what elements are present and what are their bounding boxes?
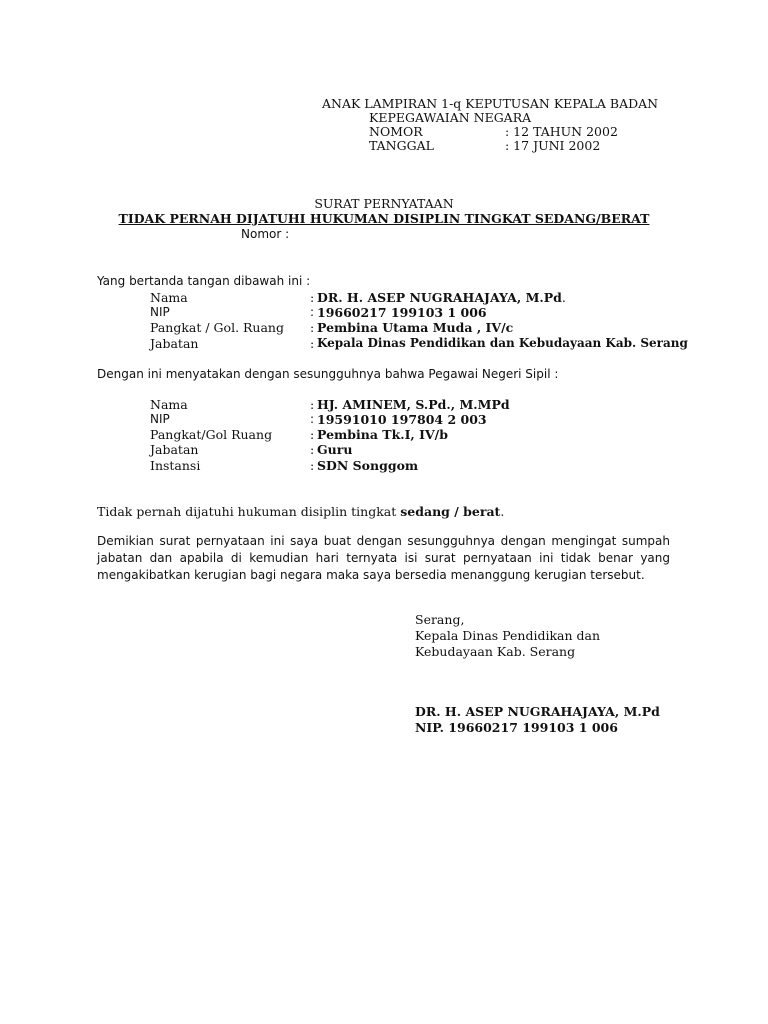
declaration-severity: sedang / berat	[400, 504, 501, 519]
signer-name-value: DR. H. ASEP NUGRAHAJAYA, M.Pd	[317, 290, 562, 305]
nomor-value: : 12 TAHUN 2002	[505, 124, 618, 139]
employee-nip-value: 19591010 197804 2 003	[317, 412, 487, 427]
attachment-reference-agency: KEPEGAWAIAN NEGARA	[369, 110, 532, 125]
tanggal-label: TANGGAL	[369, 138, 434, 153]
nomor-label: NOMOR	[369, 124, 423, 139]
signer-row-name	[0, 290, 768, 306]
signature-position-line1: Kepala Dinas Pendidikan dan	[415, 628, 601, 643]
employee-row-nip	[0, 412, 768, 428]
declaration-prefix: Tidak pernah dijatuhi hukuman disiplin tingkat	[97, 504, 401, 519]
signer-name-label: Nama	[150, 290, 188, 305]
employee-nip-colon: :	[310, 412, 315, 426]
signer-position-value: Kepala Dinas Pendidikan dan Kebudayaan Kab. Serang	[317, 336, 688, 350]
signer-name-suffix: .	[561, 290, 566, 305]
closing-paragraph: Demikian surat pernyataan ini saya buat dengan sesungguhnya dengan mengingat sumpah jabatan dan apabila di kemudian hari ternyata isi surat pernyataan ini tidak benar yang mengakibatkan kerugian bagi negara maka saya bersedia menanggung kerugian tersebut.	[97, 534, 670, 582]
employee-rank-label: Pangkat/Gol Ruang	[150, 427, 273, 442]
signer-position-label: Jabatan	[150, 336, 199, 351]
statement-intro: Dengan ini menyatakan dengan sesungguhnya bahwa Pegawai Negeri Sipil :	[97, 367, 559, 381]
signer-intro: Yang bertanda tangan dibawah ini :	[97, 274, 311, 288]
employee-name-label: Nama	[150, 397, 188, 412]
employee-row-rank	[0, 427, 768, 443]
document-title: SURAT PERNYATAAN	[314, 196, 454, 211]
employee-institution-label: Instansi	[150, 458, 201, 473]
employee-institution-value: SDN Songgom	[317, 458, 419, 473]
employee-position-value: Guru	[317, 442, 353, 457]
employee-institution-colon: :	[310, 458, 315, 473]
declaration-suffix: .	[500, 504, 505, 519]
signer-row-rank	[0, 320, 768, 336]
employee-row-name	[0, 397, 768, 413]
employee-nip-label: NIP	[150, 412, 170, 426]
employee-rank-value: Pembina Tk.I, IV/b	[317, 427, 448, 442]
signature-position-line2: Kebudayaan Kab. Serang	[415, 644, 576, 659]
signer-nip-value: 19660217 199103 1 006	[317, 305, 487, 320]
signer-row-position	[0, 336, 768, 352]
signer-rank-label: Pangkat / Gol. Ruang	[150, 320, 284, 335]
employee-name-colon: :	[310, 397, 315, 412]
employee-row-position	[0, 442, 768, 458]
employee-name-value: HJ. AMINEM, S.Pd., M.MPd	[317, 397, 510, 412]
document-subtitle: TIDAK PERNAH DIJATUHI HUKUMAN DISIPLIN TINGKAT SEDANG/BERAT	[118, 211, 650, 226]
signature-name: DR. H. ASEP NUGRAHAJAYA, M.Pd	[415, 704, 660, 719]
employee-position-label: Jabatan	[150, 442, 199, 457]
declaration-line	[97, 504, 504, 520]
attachment-reference-line: ANAK LAMPIRAN 1-q KEPUTUSAN KEPALA BADAN	[322, 96, 659, 111]
employee-rank-colon: :	[310, 427, 315, 442]
signature-place: Serang,	[415, 612, 465, 627]
tanggal-value: : 17 JUNI 2002	[505, 138, 601, 153]
document-number-label: Nomor :	[241, 227, 290, 241]
employee-position-colon: :	[310, 442, 315, 457]
signer-rank-value: Pembina Utama Muda , IV/c	[317, 320, 514, 335]
signature-nip: NIP. 19660217 199103 1 006	[415, 720, 618, 735]
signer-position-colon: :	[310, 336, 315, 351]
signer-nip-colon: :	[310, 305, 315, 319]
signer-nip-label: NIP	[150, 305, 170, 319]
employee-row-institution	[0, 458, 768, 474]
signer-rank-colon: :	[310, 320, 315, 335]
signer-name-colon: :	[310, 290, 315, 305]
signer-row-nip	[0, 305, 768, 321]
